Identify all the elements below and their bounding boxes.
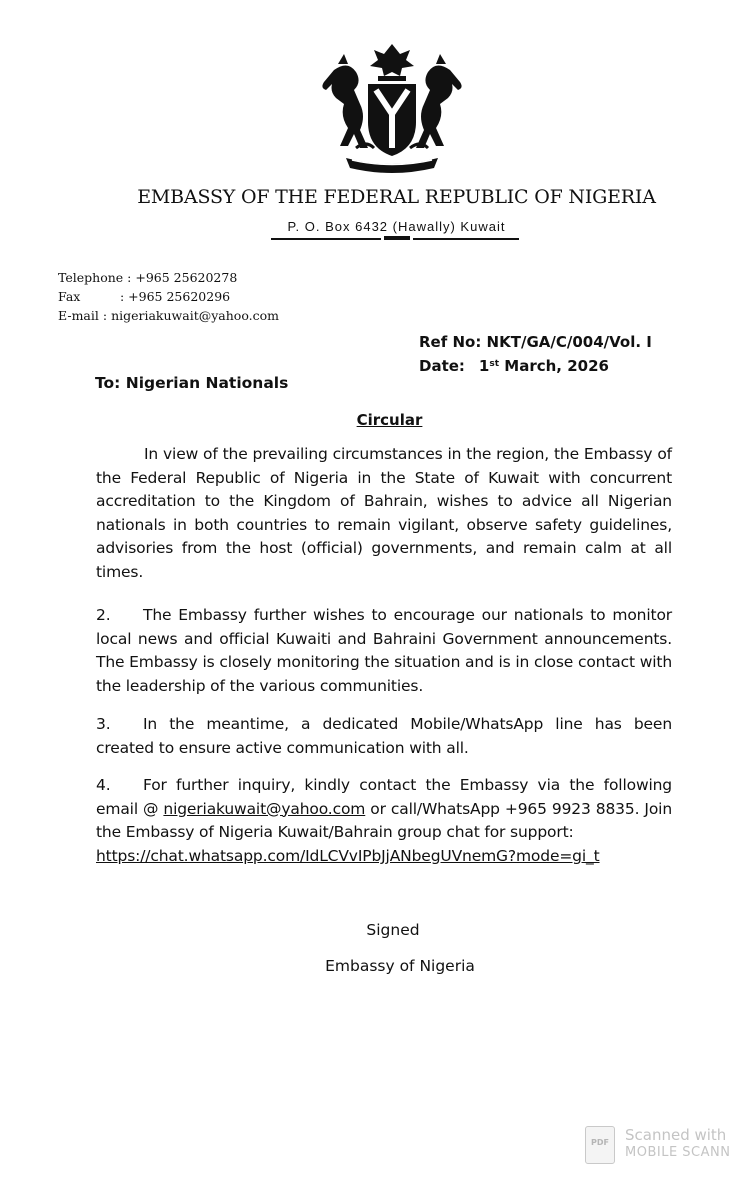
telephone-number: +965 25620278 [135,270,238,285]
telephone-label: Telephone : [58,270,132,285]
signer-name: Embassy of Nigeria [325,957,475,975]
postal-address: P. O. Box 6432 (Hawally) Kuwait [287,219,506,234]
paragraph-1: In view of the prevailing circumstances in the region, the Embassy of the Federal Republic of Nigeria in the State of Kuwait with concurrent accreditation to the Kingdom of Bahrain, wishes to advice all Nigerian nationals in both countries to remain vigilant, observe safety guidelines, advisories from the host (official) governments, and remain calm at all times. [96,445,672,581]
embassy-email-link[interactable]: nigeriakuwait@yahoo.com [163,799,366,818]
paragraph-4-text-b: or call/WhatsApp +965 9923 8835. Join the Embassy of Nigeria Kuwait/Bahrain group chat for support: [96,799,672,842]
signed-label: Signed [366,921,420,939]
telephone-line [58,268,279,287]
paragraph-2-number: 2. [96,606,111,624]
coat-of-arms-icon [316,40,468,180]
paragraph-4 [96,774,672,868]
embassy-title: EMBASSY OF THE FEDERAL REPUBLIC OF NIGERIA [137,186,656,208]
date-day: 1 [478,357,490,375]
divider-left [271,238,381,240]
watermark-line-2: MOBILE SCANN [625,1145,731,1160]
fax-number: : +965 25620296 [119,289,231,304]
date-month-year: March, 2026 [504,357,609,375]
email-line [58,306,279,325]
date-line [419,353,652,377]
paragraph-2-text: The Embassy further wishes to encourage our nationals to monitor local news and official Kuwaiti and Bahraini Government announcements. The Embassy is closely monitoring the situation and is in close contact with the leadership of the various communities. [96,606,672,695]
paragraph-3-number: 3. [96,715,111,733]
paragraph-3 [96,713,672,760]
circular-heading: Circular [356,411,423,429]
email-address: nigeriakuwait@yahoo.com [111,308,279,323]
watermark-line-1: Scanned with [625,1126,727,1144]
recipient-line: To: Nigerian Nationals [95,374,289,392]
reference-number: Ref No: NKT/GA/C/004/Vol. I [419,333,652,351]
fax-line [58,287,279,306]
divider-center [384,236,410,240]
pdf-icon [585,1126,615,1164]
date-suffix: st [489,359,500,369]
paragraph-4-text-a: For further inquiry, kindly contact the Embassy via the following email @ [96,776,672,818]
email-label: E-mail : [58,308,108,323]
divider-right [413,238,519,240]
paragraph-3-text: In the meantime, a dedicated Mobile/WhatsApp line has been created to ensure active communication with all. [96,715,672,757]
reference-block [419,331,652,377]
contact-block [58,268,279,325]
paragraph-2 [96,604,672,698]
scanner-watermark [585,1126,733,1170]
date-label: Date: [419,357,465,375]
fax-label: Fax [58,289,81,304]
whatsapp-group-link[interactable]: https://chat.whatsapp.com/IdLCVvIPbJjANbegUVnemG?mode=gi_t [96,846,600,865]
nigeria-coat-of-arms [316,40,468,180]
pdf-icon-label: PDF [591,1138,609,1147]
paragraph-4-number: 4. [96,776,111,794]
